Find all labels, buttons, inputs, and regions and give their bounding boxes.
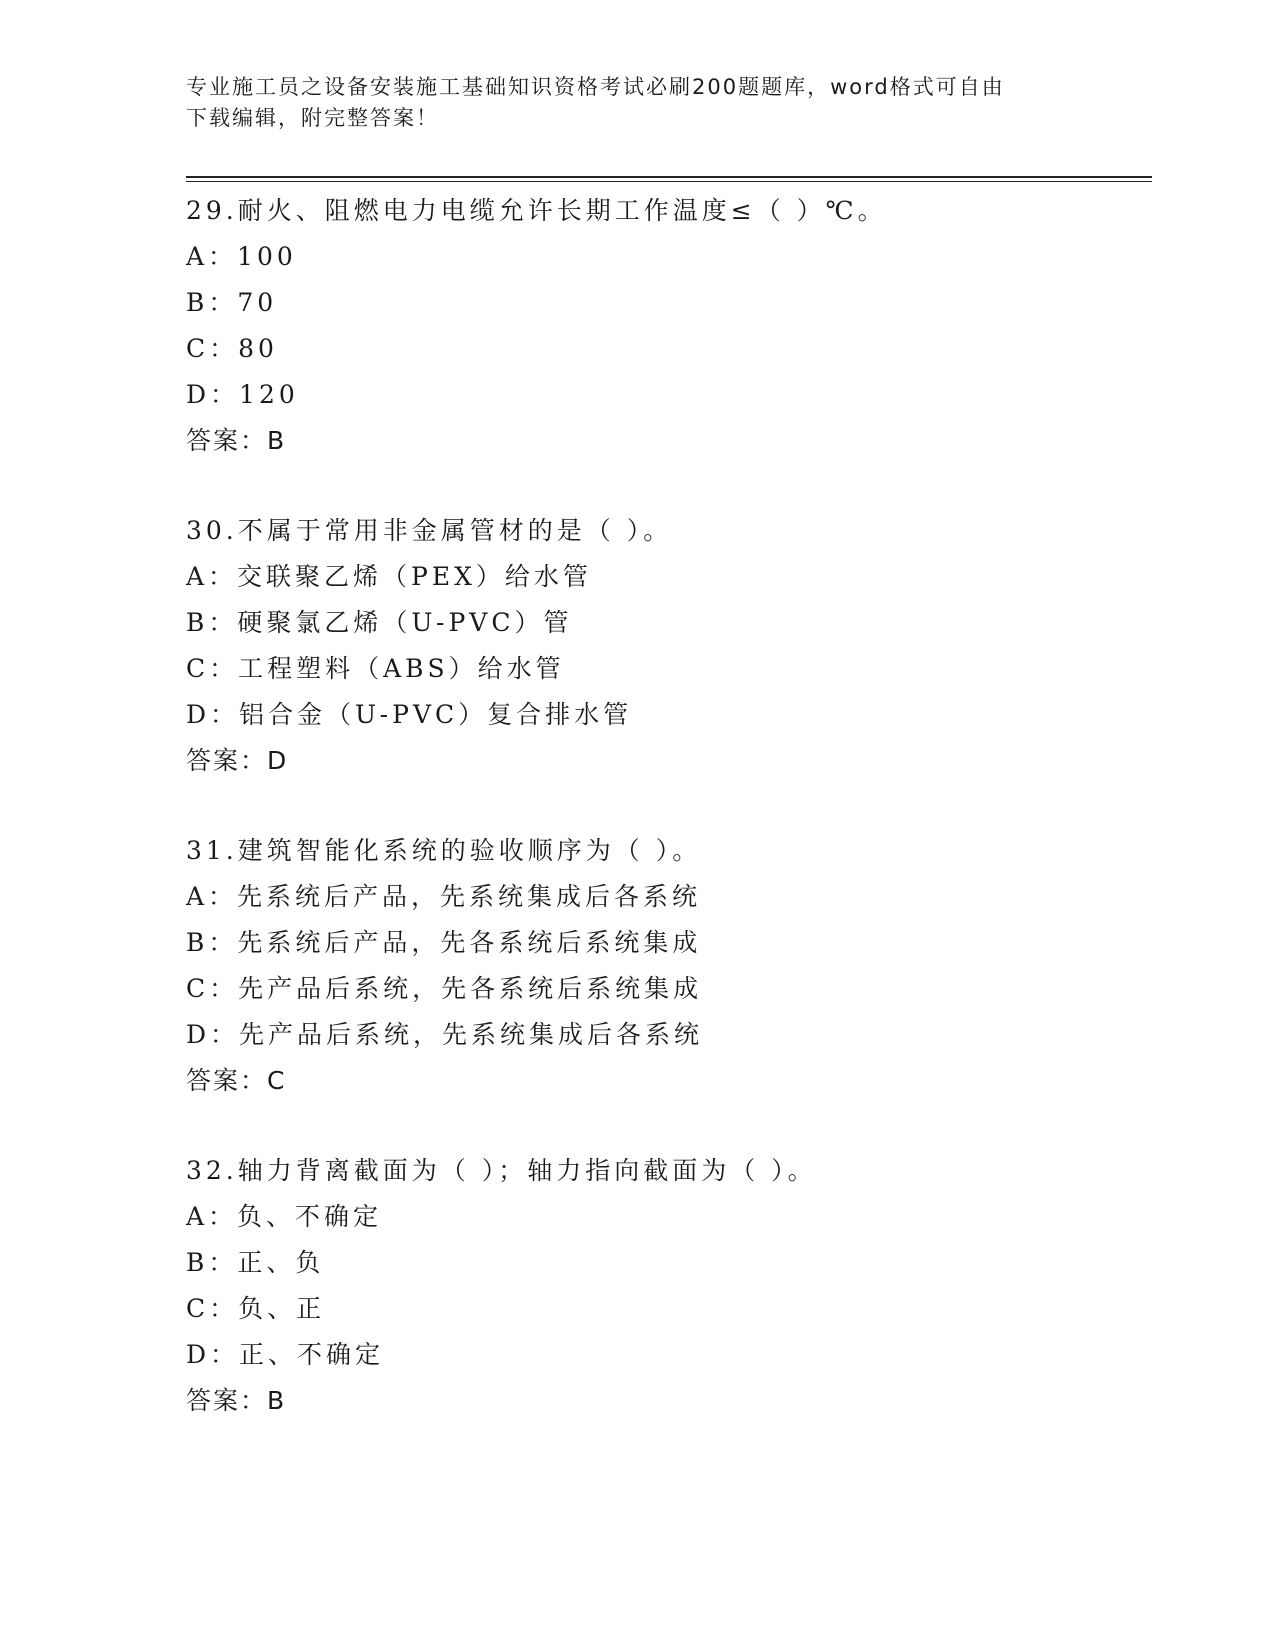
option-c: C：80 (186, 334, 278, 363)
option-d: D：铝合金（U-PVC）复合排水管 (186, 700, 633, 729)
option-b: B：正、负 (186, 1248, 325, 1277)
question-block-29 (186, 188, 1146, 464)
answer-line: 答案：D (186, 746, 289, 775)
option-c: C：先产品后系统，先各系统后系统集成 (186, 974, 703, 1003)
answer-line: 答案：C (186, 1066, 287, 1095)
option-c: C：负、正 (186, 1294, 326, 1323)
question-block-32 (186, 1148, 1146, 1424)
option-c: C：工程塑料（ABS）给水管 (186, 654, 565, 683)
option-a: A：交联聚乙烯（PEX）给水管 (186, 562, 592, 591)
question-block-31 (186, 828, 1146, 1104)
answer-line: 答案：B (186, 1386, 287, 1415)
header-divider-thick (186, 176, 1152, 178)
question-stem: 31.建筑智能化系统的验收顺序为（ ）。 (186, 836, 702, 865)
header-divider-thin (186, 181, 1152, 182)
header-line-1: 专业施工员之设备安装施工基础知识资格考试必刷200题题库，word格式可自由 (186, 75, 1005, 99)
option-d: D：正、不确定 (186, 1340, 385, 1369)
option-b: B：硬聚氯乙烯（U-PVC）管 (186, 608, 573, 637)
option-d: D：先产品后系统，先系统集成后各系统 (186, 1020, 704, 1049)
answer-line: 答案：B (186, 426, 287, 455)
question-stem: 30.不属于常用非金属管材的是（ ）。 (186, 516, 673, 545)
question-stem: 32.轴力背离截面为（ ）；轴力指向截面为（ ）。 (186, 1156, 817, 1185)
document-header (186, 72, 1066, 134)
option-b: B：先系统后产品，先各系统后系统集成 (186, 928, 702, 957)
question-block-30 (186, 508, 1146, 784)
header-line-2: 下载编辑，附完整答案！ (186, 106, 439, 130)
option-d: D：120 (186, 380, 299, 409)
option-a: A：100 (186, 242, 297, 271)
question-stem: 29.耐火、阻燃电力电缆允许长期工作温度≤（ ）℃。 (186, 196, 887, 225)
option-b: B：70 (186, 288, 278, 317)
option-a: A：先系统后产品，先系统集成后各系统 (186, 882, 702, 911)
option-a: A：负、不确定 (186, 1202, 383, 1231)
